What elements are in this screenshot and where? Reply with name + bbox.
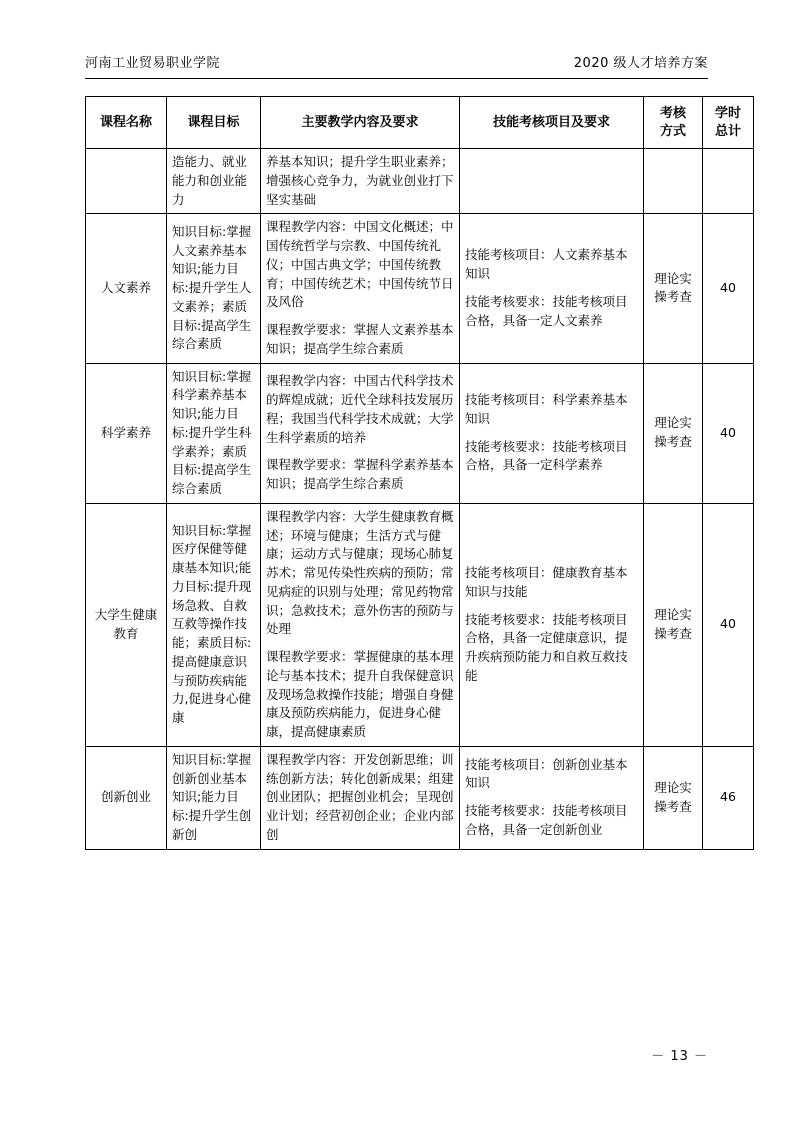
cell-total-hours: 40 — [703, 503, 754, 746]
assessment-item-text: 技能考核项目：健康教育基本知识与技能 — [465, 565, 628, 599]
table-row — [86, 149, 754, 214]
cell-course-goal: 知识目标:掌握人文素养基本知识;能力目标:提升学生人文素养；素质目标:提高学生综合素质 — [167, 214, 261, 363]
assessment-method-line1: 考核 — [659, 106, 686, 121]
cell-teaching-content: 养基本知识；提升学生职业素养；增强核心竞争力，为就业创业打下坚实基础 — [261, 149, 460, 214]
table-row — [86, 746, 754, 849]
teaching-requirement-text: 课程教学要求：掌握人文素养基本知识；提高学生综合素质 — [266, 322, 454, 356]
cell-course-name: 大学生健康教育 — [86, 503, 167, 746]
teaching-content-text: 课程教学内容：中国古代科学技术的辉煌成就；近代全球科技发展历程；我国当代科学技术成就；大学生科学素质的培养 — [266, 373, 454, 445]
cell-assessment-method — [644, 149, 703, 214]
total-hours-line1: 学时 — [714, 106, 741, 121]
teaching-requirement-text: 课程教学要求：掌握健康的基本理论与基本技术；提升自我保健意识及现场急救操作技能；增强自身健康及预防疾病能力，促进身心健康，提高健康素质 — [266, 649, 454, 740]
column-header-skill-assessment: 技能考核项目及要求 — [460, 97, 644, 149]
assessment-requirement-text: 技能考核要求：技能考核项目合格，具备一定创新创业 — [465, 803, 628, 837]
column-header-total-hours — [703, 97, 754, 149]
total-hours-line2: 总计 — [714, 123, 741, 139]
cell-course-name: 人文素养 — [86, 214, 167, 363]
cell-skill-assessment — [460, 214, 644, 363]
table-row — [86, 503, 754, 746]
cell-teaching-content — [261, 363, 460, 503]
assessment-item-text: 技能考核项目：科学素养基本知识 — [465, 392, 628, 426]
table-row — [86, 214, 754, 363]
curriculum-table — [85, 96, 754, 850]
cell-assessment-method: 理论实操考查 — [644, 746, 703, 849]
table-row — [86, 363, 754, 503]
teaching-requirement-text: 课程教学要求：掌握科学素养基本知识；提高学生综合素质 — [266, 457, 454, 492]
cell-course-goal: 造能力、就业能力和创业能力 — [167, 149, 261, 214]
cell-teaching-content: 课程教学内容：开发创新思维；训练创新方法；转化创新成果；组建创业团队；把握创业机会；呈现创业计划；经营初创企业；企业内部创 — [261, 746, 460, 849]
cell-course-goal: 知识目标:掌握创新创业基本知识;能力目标:提升学生创新创 — [167, 746, 261, 849]
column-header-assessment-method — [644, 97, 703, 149]
cell-skill-assessment — [460, 363, 644, 503]
cell-total-hours: 46 — [703, 746, 754, 849]
assessment-requirement-text: 技能考核要求：技能考核项目合格，具备一定健康意识，提升疾病预防能力和自救互救技能 — [465, 611, 628, 683]
cell-course-name: 科学素养 — [86, 363, 167, 503]
cell-skill-assessment — [460, 503, 644, 746]
cell-course-name — [86, 149, 167, 214]
column-header-teaching-content: 主要教学内容及要求 — [261, 97, 460, 149]
cell-total-hours: 40 — [703, 214, 754, 363]
cell-course-goal: 知识目标:掌握科学素养基本知识;能力目标:提升学生科学素养；素质目标:提高学生综合素质 — [167, 363, 261, 503]
cell-teaching-content — [261, 503, 460, 746]
cell-assessment-method: 理论实操考查 — [644, 363, 703, 503]
table-header-row — [86, 97, 754, 149]
assessment-requirement-text: 技能考核要求：技能考核项目合格，具备一定人文素养 — [465, 293, 628, 328]
cell-course-goal: 知识目标:掌握医疗保健等健康基本知识;能力目标:提升现场急救、自救互救等操作技能；素质目标:提高健康意识与预防疾病能力,促进身心健康 — [167, 503, 261, 746]
assessment-item-text: 技能考核项目：创新创业基本知识 — [465, 756, 628, 791]
cell-course-name: 创新创业 — [86, 746, 167, 849]
header-right-text: 2020 级人才培养方案 — [573, 56, 708, 71]
teaching-content-text: 课程教学内容：大学生健康教育概述；环境与健康；生活方式与健康；运动方式与健康；现场心肺复苏术；常见传染性疾病的预防；常见病症的识别与处理；常见药物常识；急救技术；意外伤害的预防与处理 — [266, 508, 454, 637]
column-header-course-goal: 课程目标 — [167, 97, 261, 149]
cell-skill-assessment — [460, 746, 644, 849]
header-divider — [85, 78, 708, 79]
cell-total-hours — [703, 149, 754, 214]
assessment-item-text: 技能考核项目：人文素养基本知识 — [465, 247, 628, 282]
page-number: － 13 － — [651, 1049, 708, 1064]
teaching-content-text: 课程教学内容：中国文化概述；中国传统哲学与宗教、中国传统礼仪；中国古典文学；中国传统教育；中国传统艺术；中国传统节日及风俗 — [266, 219, 454, 310]
page-header — [85, 52, 708, 71]
column-header-course-name: 课程名称 — [86, 97, 167, 149]
assessment-method-line2: 方式 — [659, 123, 686, 139]
cell-total-hours: 40 — [703, 363, 754, 503]
cell-skill-assessment — [460, 149, 644, 214]
assessment-requirement-text: 技能考核要求：技能考核项目合格，具备一定科学素养 — [465, 438, 628, 473]
curriculum-table-container — [85, 96, 741, 850]
header-left-text: 河南工业贸易职业学院 — [85, 56, 221, 71]
cell-teaching-content — [261, 214, 460, 363]
cell-assessment-method: 理论实操考查 — [644, 214, 703, 363]
cell-assessment-method: 理论实操考查 — [644, 503, 703, 746]
